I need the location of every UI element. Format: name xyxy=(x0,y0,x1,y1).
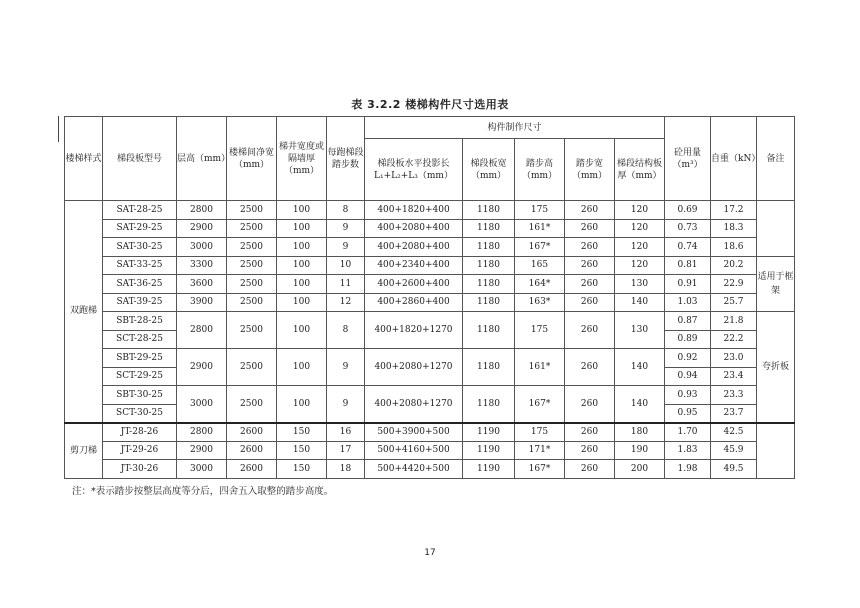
header-weight: 自重（kN） xyxy=(711,117,757,201)
table-row: SBT-28-25 2800 2500 100 8 400+1820+1270 1180 175 260 130 0.87 21.8 夸折板 xyxy=(65,312,795,331)
page-number: 17 xyxy=(424,548,436,558)
header-slab-thickness: 梯段结构板厚（mm） xyxy=(615,139,665,201)
header-tread: 踏步宽（mm） xyxy=(565,139,615,201)
header-slab-width: 梯段板宽（mm） xyxy=(463,139,515,201)
model-cell: SAT-29-25 xyxy=(103,219,177,238)
model-cell: SAT-39-25 xyxy=(103,293,177,312)
model-cell: SAT-33-25 xyxy=(103,256,177,275)
table-row: 剪刀梯 JT-28-26 2800 2600 150 16 500+3900+500 1190 175 260 180 1.70 42.5 xyxy=(65,423,795,442)
table-row: SCT-29-25 0.94 23.4 xyxy=(65,367,795,386)
table-row: SAT-39-25 3900 2500 100 12 400+2860+400 1180 163* 260 140 1.03 25.7 xyxy=(65,293,795,312)
header-remark: 备注 xyxy=(757,117,795,201)
model-cell: SBT-30-25 xyxy=(103,386,177,405)
header-proj-length: 梯段板水平投影长 L₁+L₂+L₃（mm） xyxy=(365,139,463,201)
header-style: 楼梯样式 xyxy=(65,117,103,201)
header-wall-thickness: 梯井宽度或隔墙厚（mm） xyxy=(277,117,327,201)
table-note: 注：*表示踏步按整层高度等分后，四舍五入取整的踏步高度。 xyxy=(72,486,334,497)
remark-cell xyxy=(757,201,795,257)
table-row: SAT-30-25 3000 2500 100 9 400+2080+400 1180 167* 260 120 0.74 18.6 xyxy=(65,238,795,257)
table-row: SBT-29-25 2900 2500 100 9 400+2080+1270 1180 161* 260 140 0.92 23.0 xyxy=(65,349,795,368)
model-cell: SCT-28-25 xyxy=(103,330,177,349)
model-cell: JT-29-26 xyxy=(103,441,177,460)
model-cell: SBT-29-25 xyxy=(103,349,177,368)
table-title: 表 3.2.2 楼梯构件尺寸选用表 xyxy=(351,98,509,111)
style-cell: 剪刀梯 xyxy=(65,423,103,479)
model-cell: SCT-29-25 xyxy=(103,367,177,386)
table-row: SAT-33-25 3300 2500 100 10 400+2340+400 1180 165 260 120 0.81 20.2 适用于框架 xyxy=(65,256,795,275)
table-row: SBT-30-25 3000 2500 100 9 400+2080+1270 1180 167* 260 140 0.93 23.3 xyxy=(65,386,795,405)
table-row: JT-29-26 2900 2600 150 17 500+4160+500 1190 171* 260 190 1.83 45.9 xyxy=(65,441,795,460)
table-row: JT-30-26 3000 2600 150 18 500+4420+500 1190 167* 260 200 1.98 49.5 xyxy=(65,460,795,479)
model-cell: SCT-30-25 xyxy=(103,404,177,423)
remark-folded: 夸折板 xyxy=(757,312,795,423)
stair-component-table xyxy=(64,116,795,479)
model-cell: SAT-36-25 xyxy=(103,275,177,294)
margin-mark xyxy=(58,116,59,142)
remark-frame: 适用于框架 xyxy=(757,256,795,312)
style-cell: 双跑梯 xyxy=(65,201,103,423)
model-cell: JT-28-26 xyxy=(103,423,177,442)
header-clear-width: 楼梯间净宽（mm） xyxy=(227,117,277,201)
model-cell: SAT-30-25 xyxy=(103,238,177,257)
header-concrete: 砼用量（m³） xyxy=(665,117,711,201)
table-row: SAT-29-25 2900 2500 100 9 400+2080+400 1180 161* 260 120 0.73 18.3 xyxy=(65,219,795,238)
table-row: SAT-36-25 3600 2500 100 11 400+2600+400 1180 164* 260 130 0.91 22.9 xyxy=(65,275,795,294)
model-cell: SBT-28-25 xyxy=(103,312,177,331)
model-cell: JT-30-26 xyxy=(103,460,177,479)
header-riser: 踏步高（mm） xyxy=(515,139,565,201)
model-cell: SAT-28-25 xyxy=(103,201,177,220)
remark-cell xyxy=(757,423,795,479)
header-steps: 每跑梯段踏步数 xyxy=(327,117,365,201)
header-floor-height: 层高（mm） xyxy=(177,117,227,201)
table-row: 双跑梯 SAT-28-25 2800 2500 100 8 400+1820+400 1180 175 260 120 0.69 17.2 xyxy=(65,201,795,220)
table-row: SCT-30-25 0.95 23.7 xyxy=(65,404,795,423)
table-row: SCT-28-25 0.89 22.2 xyxy=(65,330,795,349)
header-model: 梯段板型号 xyxy=(103,117,177,201)
header-group: 构件制作尺寸 xyxy=(365,117,665,139)
